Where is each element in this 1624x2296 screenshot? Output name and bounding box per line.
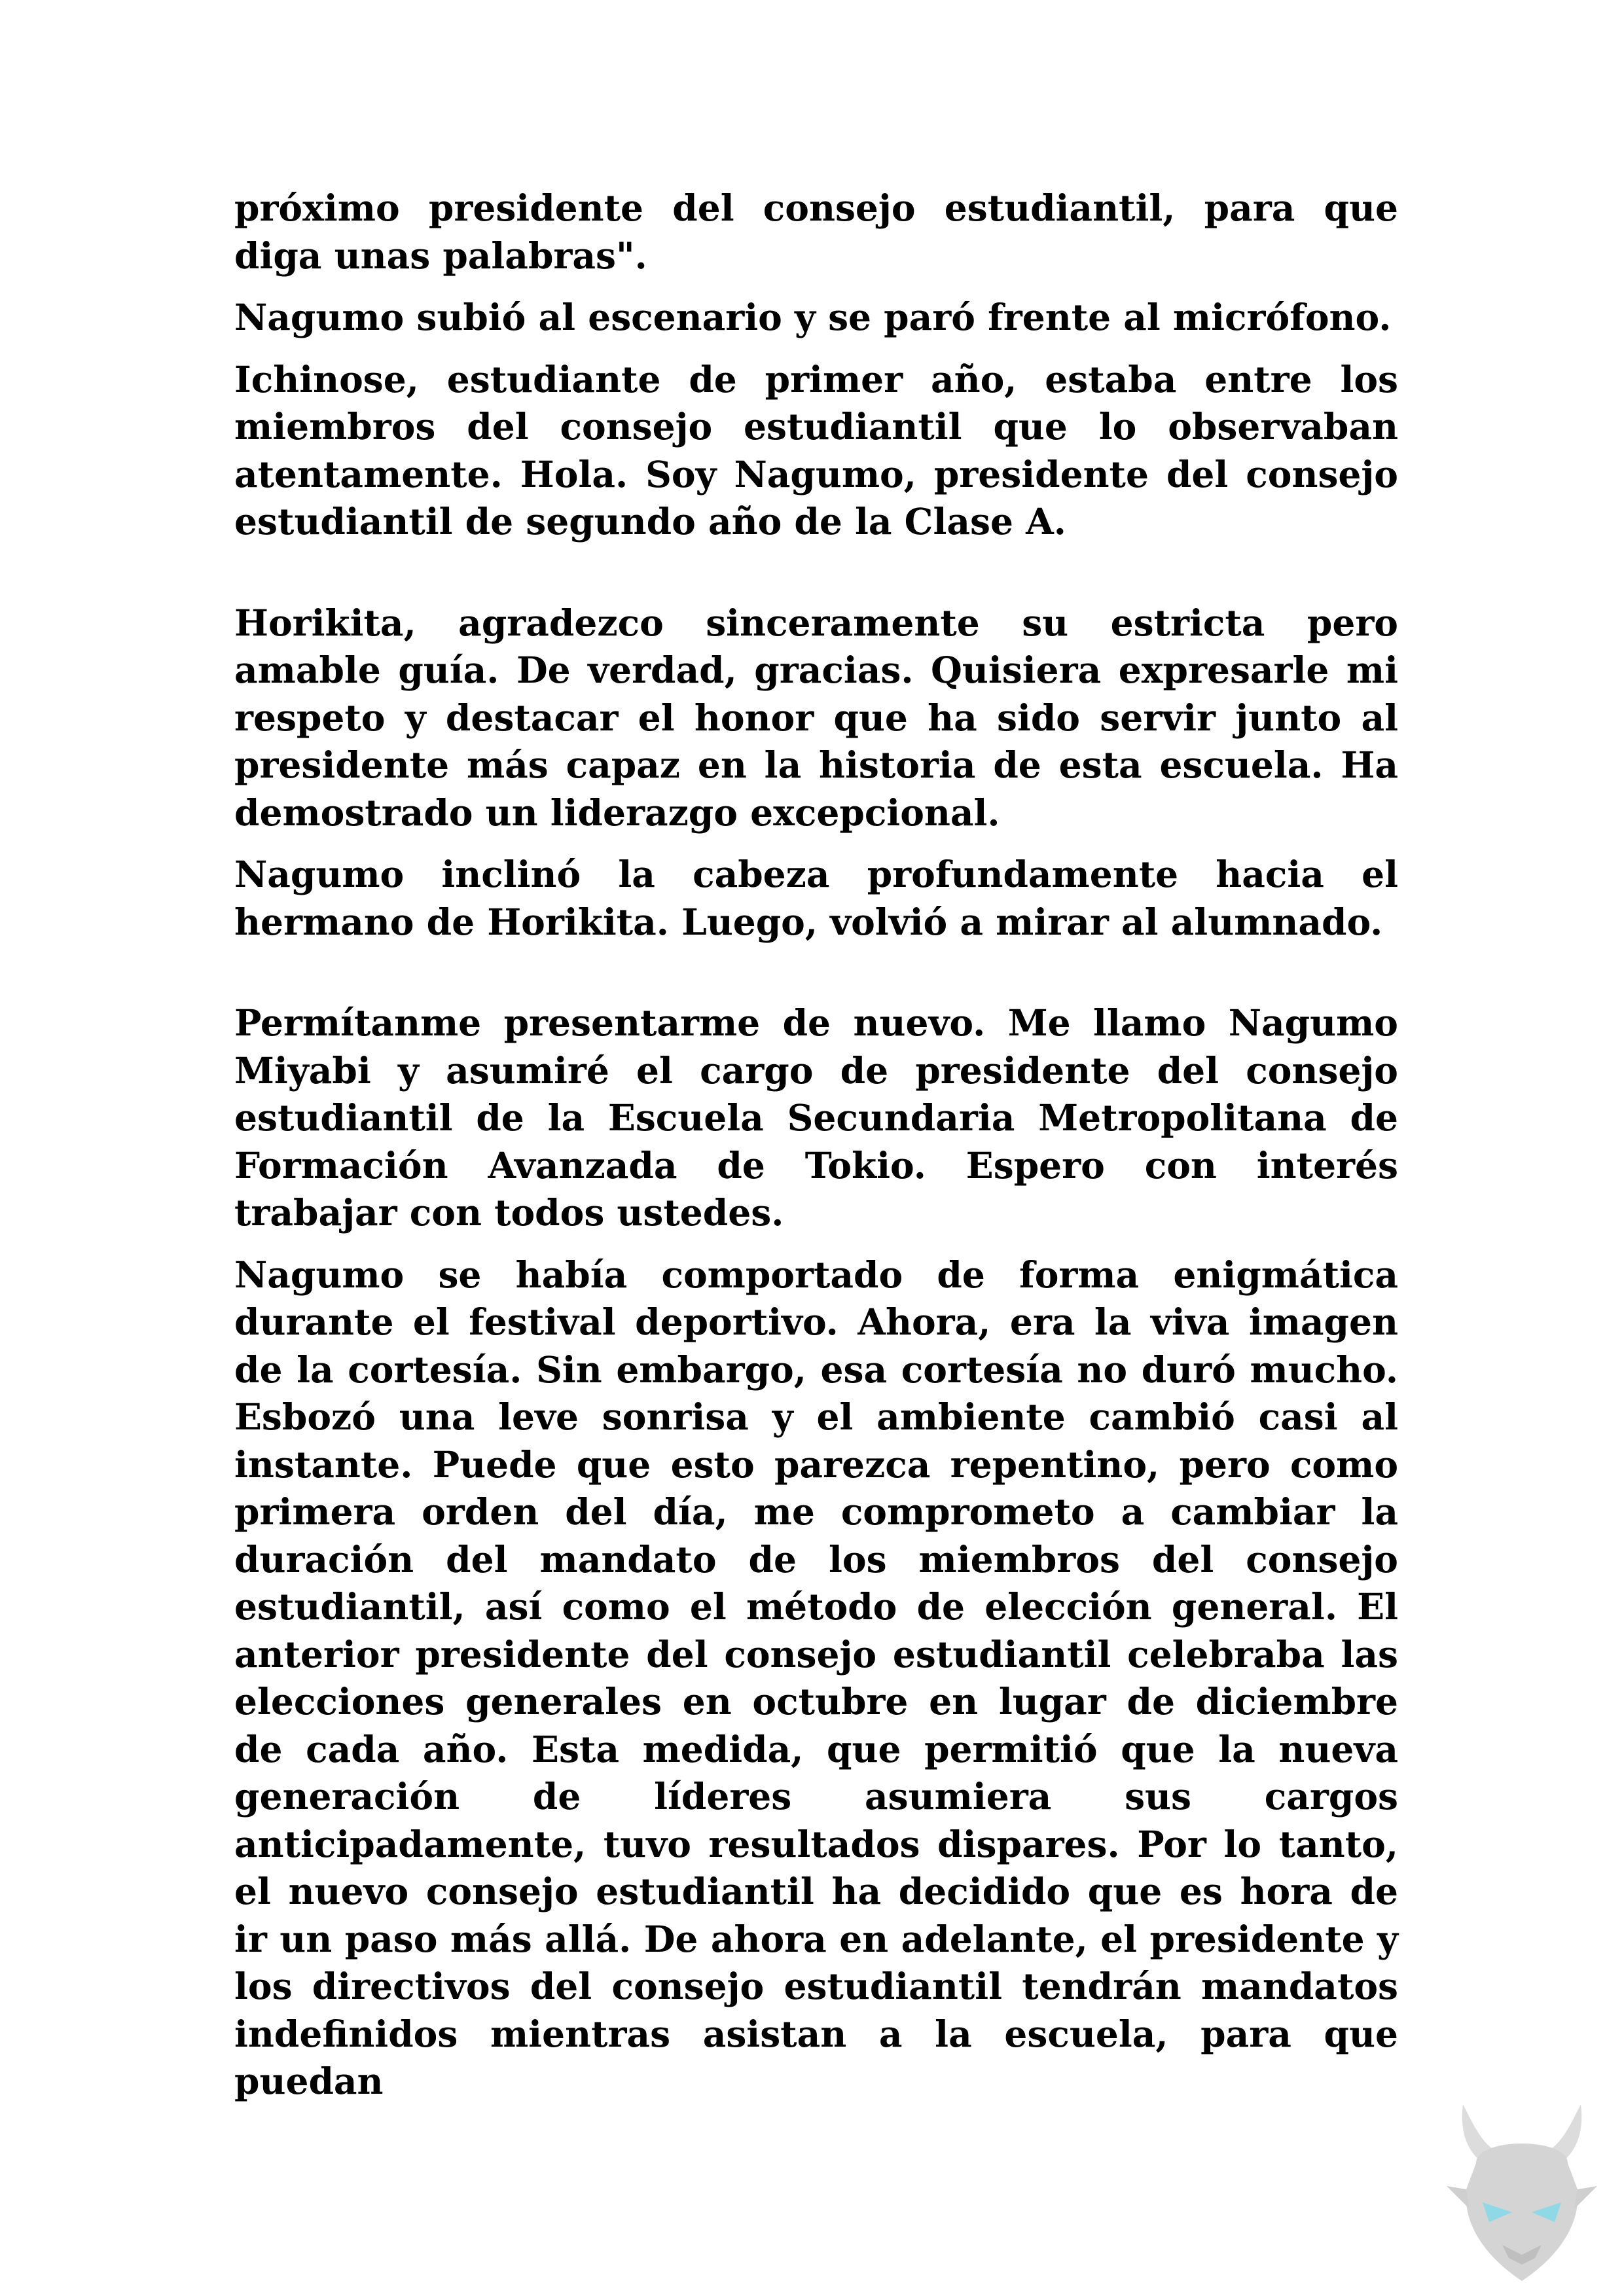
body-text <box>234 185 1398 2120</box>
paragraph-5: Nagumo inclinó la cabeza profundamente hacia el hermano de Horikita. Luego, volvió a mirar al alumnado. <box>234 853 1398 943</box>
horned-devil-head-icon <box>1437 2091 1607 2287</box>
paragraph-3: Ichinose, estudiante de primer año, estaba entre los miembros del consejo estudiantil que lo observaban atentamente. Hola. Soy Nagumo, presidente del consejo estudiantil de segundo año de la Clase A. <box>234 357 1398 543</box>
paragraph-1: próximo presidente del consejo estudiantil, para que diga unas palabras". <box>234 187 1398 277</box>
paragraph-6: Permítanme presentarme de nuevo. Me llamo Nagumo Miyabi y asumiré el cargo de presidente del consejo estudiantil de la Escuela Secundaria Metropolitana de Formación Avanzada de Tokio. Espero con interés trabajar con todos ustedes. <box>234 1001 1398 1234</box>
paragraph-7: Nagumo se había comportado de forma enigmática durante el festival deportivo. Ahora, era la viva imagen de la cortesía. Sin embargo, esa cortesía no duró mucho. Esbozó una leve sonrisa y el ambiente cambió casi al instante. Puede que esto parezca repentino, pero como primera orden del día, me comprometo a cambiar la duración del mandato de los miembros del consejo estudiantil, así como el método de elección general. El anterior presidente del consejo estudiantil celebraba las elecciones generales en octubre en lugar de diciembre de cada año. Esta medida, que permitió que la nueva generación de líderes asumiera sus cargos anticipadamente, tuvo resultados dispares. Por lo tanto, el nuevo consejo estudiantil ha decidido que es hora de ir un paso más allá. De ahora en adelante, el presidente y los directivos del consejo estudiantil tendrán mandatos indefinidos mientras asistan a la escuela, para que puedan <box>234 1253 1398 2102</box>
paragraph-2: Nagumo subió al escenario y se paró frente al micrófono. <box>234 296 1392 338</box>
paragraph-4: Horikita, agradezco sinceramente su estricta pero amable guía. De verdad, gracias. Quisiera expresarle mi respeto y destacar el honor que ha sido servir junto al presidente más capaz en la historia de esta escuela. Ha demostrado un liderazgo excepcional. <box>234 601 1398 834</box>
